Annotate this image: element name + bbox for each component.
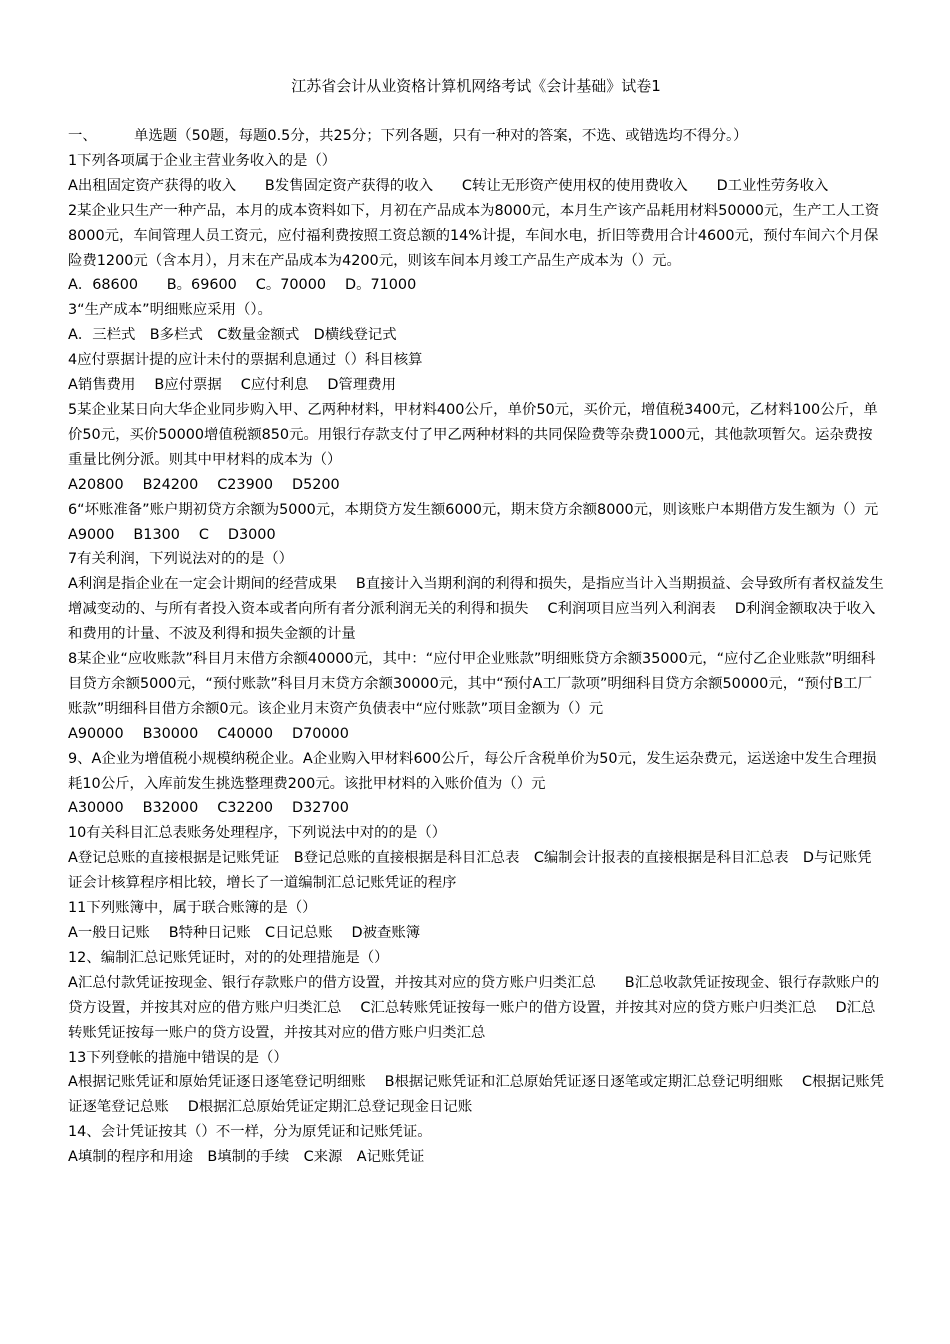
document-title: 江苏省会计从业资格计算机网络考试《会计基础》试卷1: [291, 77, 661, 95]
options-14: A填制的程序和用途 B填制的手续 C来源 A记账凭证: [68, 1149, 425, 1166]
question-12: 12、编制汇总记账凭证时，对的的处理措施是（）: [68, 949, 389, 966]
options-6: A9000 B1300 C D3000: [68, 526, 276, 543]
options-4: A销售费用 B应付票据 C应付利息 D管理费用: [68, 377, 396, 394]
question-11: 11下列账簿中，属于联合账簿的是（）: [68, 900, 317, 917]
options-11: A一般日记账 B特种日记账 C日记总账 D被查账簿: [68, 925, 421, 941]
section-heading: [68, 124, 884, 149]
options-1: A出租固定资产获得的收入 B发售固定资产获得的收入 C转让无形资产使用权的使用费收入 D工业性劳务收入: [68, 177, 829, 194]
options-8: A90000 B30000 C40000 D70000: [68, 725, 349, 742]
question-13: 13下列登帐的措施中错误的是（）: [68, 1049, 288, 1066]
question-2: 2某企业只生产一种产品，本月的成本资料如下，月初在产品成本为8000元，本月生产该产品耗用材料50000元，生产工人工资8000元，车间管理人员工资元，应付福利费按照工资总额的14%计提，车间水电，折旧等费用合计4600元，预付车间六个月保险费1200元（含本月），月末在产品成本为4200元，则该车间本月竣工产品生产成本为（）元。: [68, 202, 880, 269]
question-9: 9、A企业为增值税小规模纳税企业。A企业购入甲材料600公斤，每公斤含税单价为50元，发生运杂费元，运送途中发生合理损耗10公斤，入库前发生挑选整理费200元。该批甲材料的入账价值为（）元: [68, 750, 877, 792]
document-page: [68, 74, 884, 1170]
section-number: 一、: [68, 128, 97, 144]
options-3: A．三栏式 B多栏式 C数量金额式 D横线登记式: [68, 327, 397, 344]
question-5: 5某企业某日向大华企业同步购入甲、乙两种材料，甲材料400公斤，单价50元，买价元，增值税3400元，乙材料100公斤，单价50元，买价50000增值税额850元。用银行存款支付了甲乙两种材料的共同保险费等杂费1000元，其他款项暂欠。运杂费按重量比例分派。则其中甲材料的成本为（）: [68, 401, 878, 468]
options-5: A20800 B24200 C23900 D5200: [68, 476, 340, 493]
question-7: 7有关利润，下列说法对的的是（）: [68, 551, 294, 568]
section-description: 单选题（50题，每题0.5分，共25分；下列各题，只有一种对的答案，不选、或错选均不得分。）: [134, 128, 748, 144]
options-13: A根据记账凭证和原始凭证逐日逐笔登记明细账 B根据记账凭证和汇总原始凭证逐日逐笔或定期汇总登记明细账 C根据记账凭证逐笔登记总账 D根据汇总原始凭证定期汇总登记现金日记账: [68, 1074, 885, 1116]
question-10: 10有关科目汇总表账务处理程序，下列说法中对的的是（）: [68, 825, 447, 842]
question-6: 6“坏账准备”账户期初贷方余额为5000元，本期贷方发生额6000元，期末贷方余额8000元，则该账户本期借方发生额为（）元: [68, 501, 879, 518]
options-7: A利润是指企业在一定会计期间的经营成果 B直接计入当期利润的利得和损失，是指应当计入当期损益、会导致所有者权益发生增减变动的、与所有者投入资本或者向所有者分派利润无关的利得和损失 C利润项目应当列入利润表 D利润金额取决于收入和费用的计量、不波及利得和损失金额的计量: [68, 576, 884, 643]
question-8: 8某企业“应收账款”科目月末借方余额40000元，其中：“应付甲企业账款”明细账贷方余额35000元，“应付乙企业账款”明细科目贷方余额5000元，“预付账款”科目月末贷方余额30000元，其中“预付A工厂款项”明细科目贷方余额50000元，“预付B工厂账款”明细科目借方余额0元。该企业月末资产负债表中“应付账款”项目金额为（）元: [68, 651, 876, 717]
question-4: 4应付票据计提的应计未付的票据利息通过（）科目核算: [68, 352, 423, 369]
options-10: A登记总账的直接根据是记账凭证 B登记总账的直接根据是科目汇总表 C编制会计报表的直接根据是科目汇总表 D与记账凭证会计核算程序相比较，增长了一道编制汇总记账凭证的程序: [68, 850, 872, 892]
question-3: 3“生产成本”明细账应采用（）。: [68, 302, 272, 319]
question-14: 14、会计凭证按其（）不一样，分为原凭证和记账凭证。: [68, 1124, 432, 1141]
options-12: A汇总付款凭证按现金、银行存款账户的借方设置，并按其对应的贷方账户归类汇总 B汇总收款凭证按现金、银行存款账户的贷方设置，并按其对应的借方账户归类汇总 C汇总转账凭证按每一账户的借方设置，并按其对应的贷方账户归类汇总 D汇总转账凭证按每一账户的贷方设置，并按其对应的借方账户归类汇总: [68, 974, 880, 1041]
options-2: A．68600 B。69600 C。70000 D。71000: [68, 277, 417, 294]
options-9: A30000 B32000 C32200 D32700: [68, 800, 349, 817]
question-1: 1下列各项属于企业主营业务收入的是（）: [68, 152, 337, 169]
